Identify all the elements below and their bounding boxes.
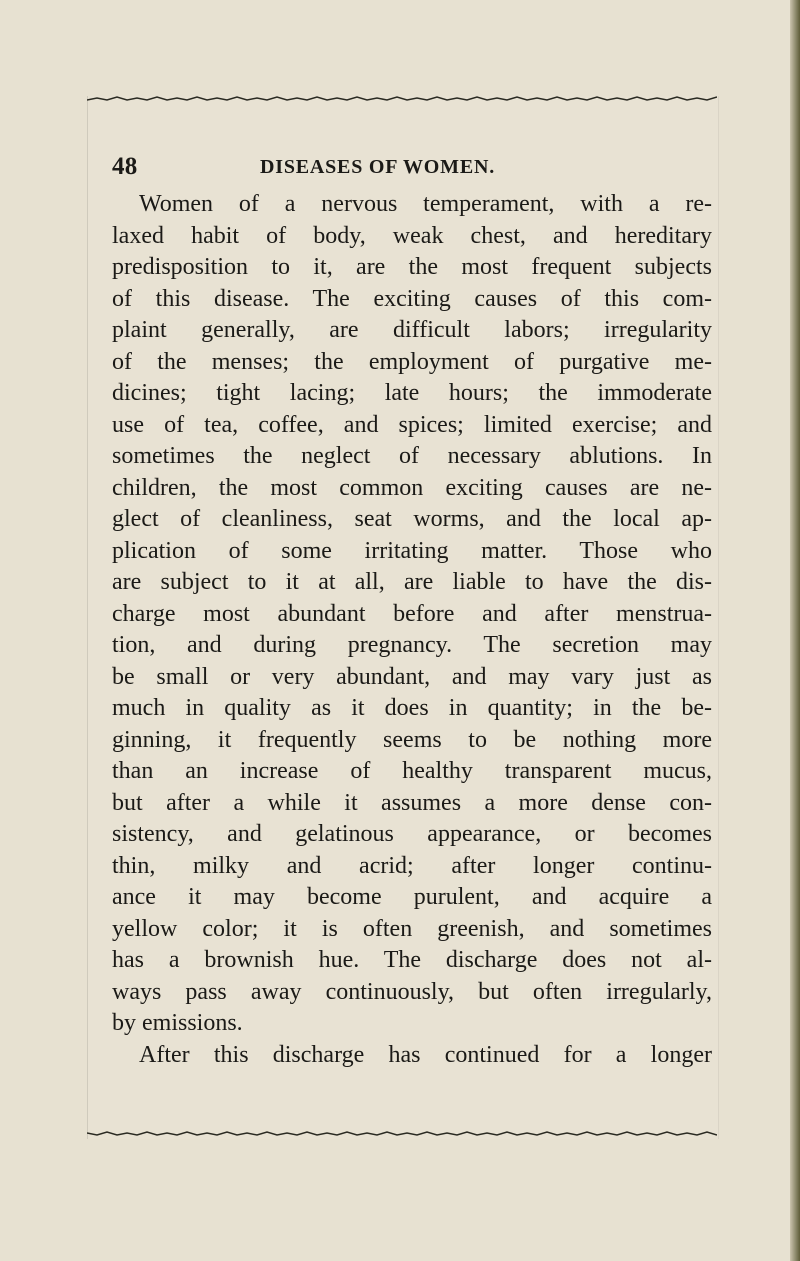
- text-line: predisposition to it, are the most frequent subjects: [112, 254, 712, 280]
- text-line: of the menses; the employment of purgative me-: [112, 348, 712, 375]
- text-line: ways pass away continuously, but often irregularly,: [112, 978, 712, 1005]
- text-line: sistency, and gelatinous appearance, or becomes: [112, 821, 712, 847]
- text-line: ginning, it frequently seems to be nothing more: [112, 726, 712, 753]
- text-line: After this discharge has continued for a longer: [139, 1041, 712, 1068]
- text-line: be small or very abundant, and may vary just as: [112, 663, 712, 690]
- text-line: children, the most common exciting causes are ne-: [112, 474, 712, 501]
- text-line: tion, and during pregnancy. The secretion may: [112, 632, 712, 658]
- text-line: laxed habit of body, weak chest, and hereditary: [112, 222, 712, 249]
- running-head: [112, 153, 712, 183]
- text-line: thin, milky and acrid; after longer continu-: [112, 852, 712, 879]
- text-line: Women of a nervous temperament, with a re-: [139, 191, 712, 217]
- text-line: much in quality as it does in quantity; in the be-: [112, 695, 712, 721]
- text-line: sometimes the neglect of necessary ablutions. In: [112, 443, 712, 469]
- page-edge-strip: [790, 0, 800, 1261]
- text-line: dicines; tight lacing; late hours; the immoderate: [112, 380, 712, 406]
- page-title: DISEASES OF WOMEN.: [260, 156, 496, 178]
- text-line: by emissions.: [112, 1010, 243, 1036]
- text-line: use of tea, coffee, and spices; limited exercise; and: [112, 411, 712, 438]
- text-line: has a brownish hue. The discharge does not al-: [112, 947, 712, 973]
- page-number: 48: [112, 153, 138, 180]
- text-line: than an increase of healthy transparent mucus,: [112, 758, 712, 784]
- text-line: glect of cleanliness, seat worms, and the local ap-: [112, 506, 712, 532]
- text-line: yellow color; it is often greenish, and sometimes: [112, 915, 712, 942]
- text-line: charge most abundant before and after menstrua-: [112, 600, 712, 627]
- text-line: of this disease. The exciting causes of this com-: [112, 285, 712, 312]
- body-text: [112, 189, 712, 1071]
- text-line: plaint generally, are difficult labors; irregularity: [112, 317, 712, 343]
- text-line: but after a while it assumes a more dense con-: [112, 789, 712, 816]
- text-line: are subject to it at all, are liable to have the dis-: [112, 569, 712, 595]
- text-line: plication of some irritating matter. Those who: [112, 537, 712, 564]
- text-line: ance it may become purulent, and acquire a: [112, 884, 712, 910]
